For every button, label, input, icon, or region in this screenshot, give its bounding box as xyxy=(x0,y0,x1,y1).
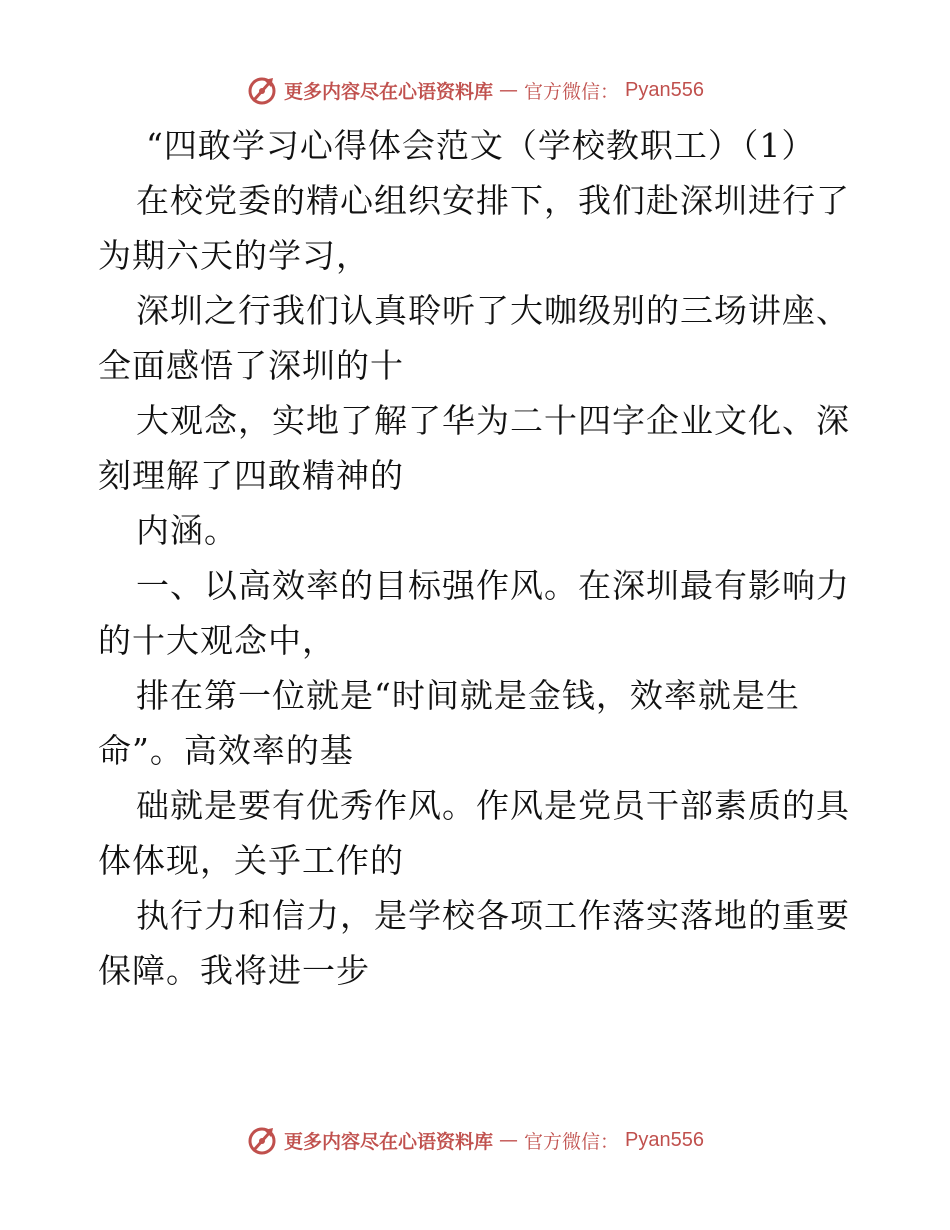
text-line: 的十大观念中， xyxy=(98,621,336,660)
text-line: 全面感悟了深圳的十 xyxy=(98,346,404,385)
banner-wechat-label: 官方微信： xyxy=(524,1130,620,1153)
document-body xyxy=(98,118,858,998)
banner-wechat-id: Pyan556 xyxy=(625,78,704,101)
text-line: 执行力和信力，是学校各项工作落实落地的重要 xyxy=(136,896,850,935)
text-line: 刻理解了四敢精神的 xyxy=(98,456,404,495)
banner-wechat-id: Pyan556 xyxy=(625,1128,704,1151)
text-line: 保障。我将进一步 xyxy=(98,951,370,990)
banner-site-text: 更多内容尽在心语资料库 xyxy=(284,1130,494,1153)
text-line: 体体现，关乎工作的 xyxy=(98,841,404,880)
text-line: 大观念，实地了解了华为二十四字企业文化、深 xyxy=(136,401,850,440)
banner-site-text: 更多内容尽在心语资料库 xyxy=(284,80,494,103)
logo-icon xyxy=(246,1124,278,1156)
text-line: 深圳之行我们认真聆听了大咖级别的三场讲座、 xyxy=(136,291,850,330)
text-line: 排在第一位就是“时间就是金钱，效率就是生 xyxy=(136,676,800,715)
banner-dash: — xyxy=(499,1129,519,1151)
logo-icon xyxy=(246,74,278,106)
text-line: 在校党委的精心组织安排下，我们赴深圳进行了 xyxy=(136,181,850,220)
text-line: 内涵。 xyxy=(136,511,238,550)
document-title: “四敢学习心得体会范文（学校教职工）（1） xyxy=(146,126,816,165)
text-line: 一、以高效率的目标强作风。在深圳最有影响力 xyxy=(136,566,850,605)
text-line: 命”。高效率的基 xyxy=(98,731,354,770)
footer-banner xyxy=(0,1120,950,1160)
text-line: 为期六天的学习， xyxy=(98,236,370,275)
text-line: 础就是要有优秀作风。作风是党员干部素质的具 xyxy=(136,786,850,825)
header-banner xyxy=(0,70,950,110)
banner-dash: — xyxy=(499,79,519,101)
banner-wechat-label: 官方微信： xyxy=(524,80,620,103)
